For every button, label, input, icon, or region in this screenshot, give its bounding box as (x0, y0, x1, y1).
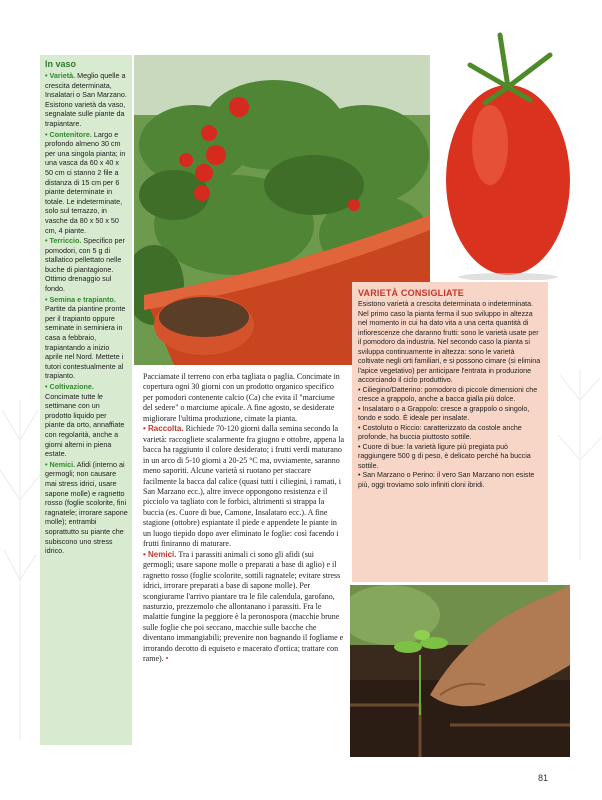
box-paragraph: • San Marzano o Perino: il vero San Marzano non esiste più, oggi troviamo solo infiniti cloni ibridi. (358, 471, 535, 489)
sidebar-entry (45, 130, 128, 236)
san-marzano-tomato-photo (430, 25, 580, 280)
box-paragraph: • Ciliegino/Datterino: pomodoro di piccole dimensioni che cresce a grappolo, anche a bacca gialla più dolce. (358, 385, 538, 403)
sidebar-title: In vaso (45, 59, 77, 69)
sidebar-entry-label: • Nemici. (45, 459, 76, 469)
sidebar-entry-text: Afidi (interno ai germogli; non causare mai stress idrici, usare sapone molle) e ragnetto rosso (foglie scolorite, fini ragnatele; irrorare sapone molle); entrambi soprattutto su piante che subiscono uno stress idrico. (45, 459, 128, 556)
sidebar-entry (45, 295, 128, 381)
end-mark: • (165, 654, 169, 664)
sidebar-entry (45, 460, 128, 556)
sidebar-entry-label: • Semina e trapianto. (45, 294, 116, 304)
box-paragraph: • Cuore di bue: la varietà ligure più pregiata può raggiungere 500 g di peso, è delicato perché ha buccia sottile. (358, 442, 531, 470)
decorative-herb-right (555, 360, 602, 560)
box-paragraph: Esistono varietà a crescita determinata o indeterminata. Nel primo caso la pianta ferma il suo sviluppo in altezza nel momento in cui ha dato vita a una certa quantità di infiorescenze che daranno frutti: sono le varietà usate per il pomodoro da industria. Nel secondo caso la pianta si sviluppa continuamente in altezza: sono le varietà coltivate negli orti familiari, e si possono cimare (si elimina l'apice vegetativo) per anticipare l'entrata in produzione accorciando il ciclo produttivo. (358, 300, 541, 384)
sidebar-entry-text: Partite da piantine pronte per il trapianto oppure seminate in seminiera in casa a febbraio, trapiantando a inizio aprile nel Nord. Mettete i tutori contestualmente al trapianto. (45, 304, 126, 381)
enemies-label: • Nemici. (143, 549, 177, 559)
sidebar-entry (45, 71, 128, 129)
sidebar-entry-label: • Varietà. (45, 71, 76, 80)
sidebar-entry-text: Meglio quelle a crescita determinata, Insalatari o San Marzano. Esistono varietà da vaso, segnalate sulle piante da trapiantare. (45, 71, 127, 128)
box-title: VARIETÀ CONSIGLIATE (358, 288, 464, 298)
seedling-illustration (350, 585, 570, 757)
sidebar-entry-label: • Coltivazione. (45, 382, 94, 391)
harvest-text: Richiede 70-120 giorni dalla semina secondo la varietà: raccogliete scalarmente fra giugno e ottobre, appena la bacca ha raggiunto il colore desiderato; i frutti verdi maturano in un arco di 5-10 giorni a 20-25 °C ma, ovviamente, saranno meno saporiti. Alcune varietà si ruotano per staccare facilmente la bacca dal calice (quasi tutti i ciliegini, i ramati, i San Marzano ecc.), altre invece oppongono resistenza e il picciolo va tagliato con le forbici, altrimenti si strappa la buccia (es. Cuore di bue, Camone, Insalataro ecc.). A fine stagione (ottobre) espiantate il piede e appendete le piante in un luogo tiepido dopo aver eliminato le foglie: così facendo i frutti finiranno di maturare. (143, 424, 345, 549)
main-text-column (143, 372, 345, 767)
recommended-varieties-box (352, 282, 548, 582)
harvest-label: • Raccolta. (143, 424, 184, 434)
main-enemies-paragraph (143, 550, 345, 665)
sidebar-entry-text: Largo e profondo almeno 30 cm per una singola pianta; in una vasca da 60 x 40 x 50 cm ci stanno 2 file a distanza di 15 cm per 6 piante determinate in totale. Le indeterminate, solo sul terrazzo, in vasche da 80 x 50 x 50 cm, 4 piante. (45, 129, 126, 235)
sidebar-entry-text: Specifico per pomodori, con 5 g di stallatico pellettato nelle buche di piantagione. Ottimo drenaggio sul fondo. (45, 236, 125, 294)
sidebar-entry (45, 236, 128, 294)
page-number: 81 (538, 773, 549, 783)
decorative-herb-left (0, 380, 40, 740)
seedling-planting-photo (350, 585, 570, 757)
box-paragraph: • Costoluto o Riccio: caratterizzato da costole anche profonde, ha buccia piuttosto sottile. (358, 423, 522, 441)
main-intro-paragraph: Pacciamate il terreno con erba tagliata o paglia. Concimate in copertura ogni 30 giorni con un prodotto organico specifico per pomodori contenente calcio (Ca) che evita il "marciume del sedere" o marciume apicale. A fine agosto, se desiderate migliorare l'ultima produzione, cimate la pianta. (143, 372, 340, 423)
sidebar-entry-label: • Terriccio. (45, 236, 82, 246)
main-harvest-paragraph (143, 424, 345, 549)
box-paragraph: • Insalataro o a Grappolo: cresce a grappolo o singolo, tondo e sodo. È ideale per insalate. (358, 404, 530, 422)
sidebar-entry-text: Concimate tutte le settimane con un prodotto liquido per piante da orto, annaffiate con regolarità, anche a giorni alterni in piena estate. (45, 391, 125, 459)
enemies-text: Tra i parassiti animali ci sono gli afidi (sui germogli; usare sapone molle o preparati a base di aglio) e il ragnetto rosso (foglie scolorite, sottili ragnatele; evitare stress idrici, irrorare preparati a base di sapone molle). Per scongiurarne l'arrivo piantare tra le file calendula, garofano, nasturzio, prezzemolo che allontanano i parassiti. Fra le malattie fungine la peggiore è la peronospora (macchie brune sulle foglie che poi seccano, macchie sulle bacche che diventano immangiabili; prevenire non bagnando il fogliame e irrorando decotto di equiseto e macerato d'ortica; trattare con rame). (143, 549, 344, 664)
sidebar-entry (45, 382, 128, 459)
sidebar-in-vaso (40, 55, 132, 745)
sidebar-entry-label: • Contenitore. (45, 129, 92, 139)
